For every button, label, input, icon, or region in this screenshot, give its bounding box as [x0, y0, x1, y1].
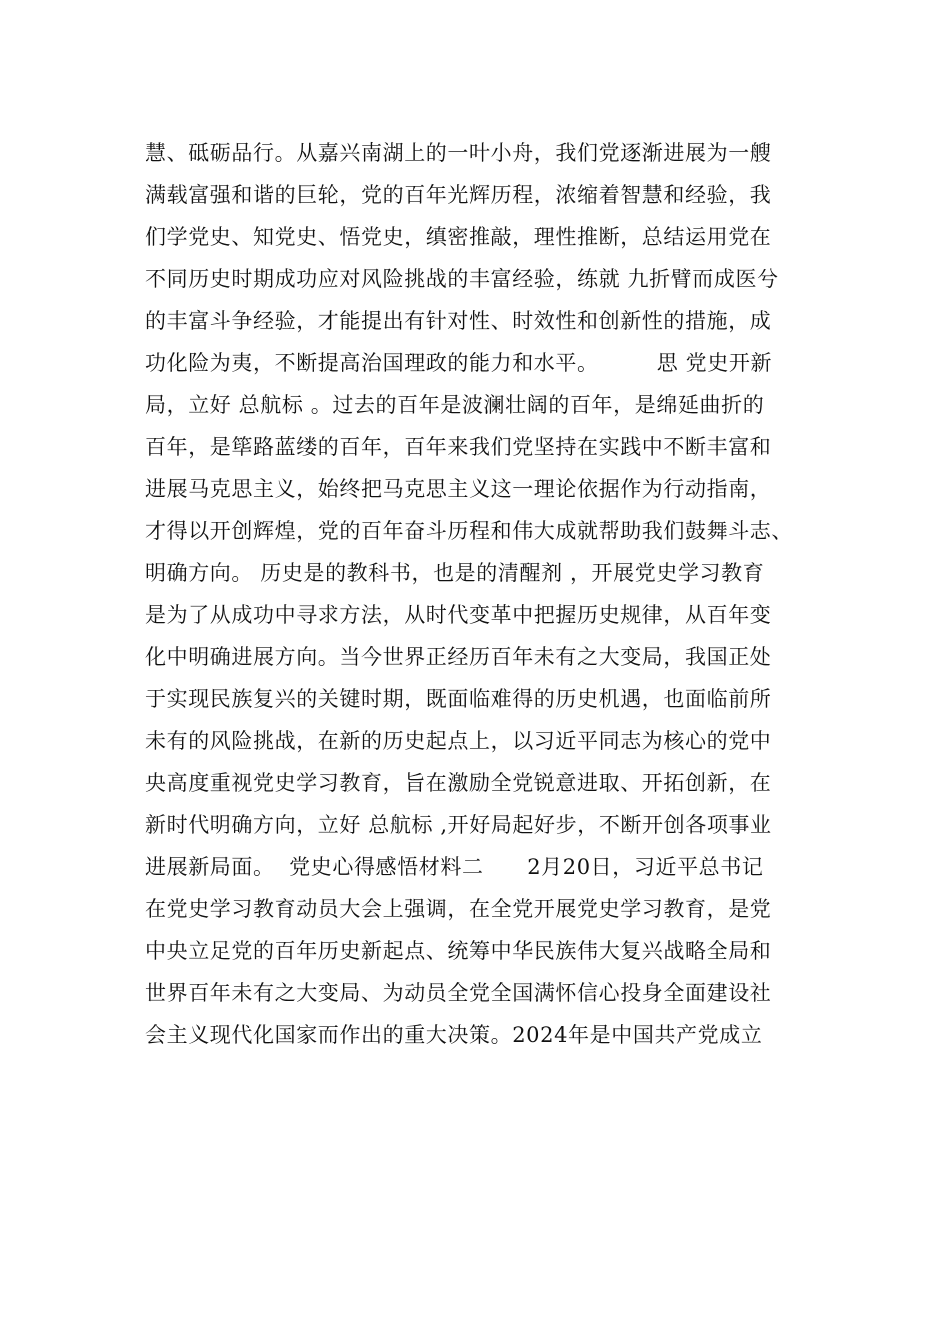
text-line: 化中明确进展方向。当今世界正经历百年未有之大变局，我国正处: [145, 645, 772, 669]
text-line: 中央立足党的百年历史新起点、统筹中华民族伟大复兴战略全局和: [145, 939, 772, 963]
text-line: 的丰富斗争经验，才能提出有针对性、时效性和创新性的措施，成: [145, 309, 772, 333]
text-line: 于实现民族复兴的关键时期，既面临难得的历史机遇，也面临前所: [145, 687, 772, 711]
text-line: 们学党史、知党史、悟党史，缜密推敲，理性推断，总结运用党在: [145, 225, 772, 249]
text-line: 进展马克思主义，始终把马克思主义这一理论依据作为行动指南，: [145, 477, 772, 501]
text-line: 新时代明确方向，立好 总航标 ,开好局起好步，不断开创各项事业: [145, 813, 772, 837]
body-text: [145, 132, 825, 1056]
text-line: 进展新局面。 党史心得感悟材料二 2月20日，习近平总书记: [145, 855, 764, 879]
text-line: 慧、砥砺品行。从嘉兴南湖上的一叶小舟，我们党逐渐进展为一艘: [145, 141, 772, 165]
text-line: 满载富强和谐的巨轮，党的百年光辉历程，浓缩着智慧和经验，我: [145, 183, 772, 207]
text-line: 百年，是筚路蓝缕的百年，百年来我们党坚持在实践中不断丰富和: [145, 435, 772, 459]
text-line: 央高度重视党史学习教育，旨在激励全党锐意进取、开拓创新，在: [145, 771, 772, 795]
text-line: 未有的风险挑战，在新的历史起点上，以习近平同志为核心的党中: [145, 729, 772, 753]
text-line: 在党史学习教育动员大会上强调，在全党开展党史学习教育，是党: [145, 897, 772, 921]
text-line: 局，立好 总航标 。过去的百年是波澜壮阔的百年，是绵延曲折的: [145, 393, 765, 417]
text-line: 明确方向。 历史是的教科书，也是的清醒剂 ，开展党史学习教育: [145, 561, 765, 585]
text-line: 功化险为夷，不断提高治国理政的能力和水平。 思 党史开新: [145, 351, 773, 375]
text-line: 不同历史时期成功应对风险挑战的丰富经验，练就 九折臂而成医兮: [145, 267, 779, 291]
text-line: 才得以开创辉煌，党的百年奋斗历程和伟大成就帮助我们鼓舞斗志、: [145, 519, 793, 543]
text-line: 是为了从成功中寻求方法，从时代变革中把握历史规律，从百年变: [145, 603, 772, 627]
text-line: 世界百年未有之大变局、为动员全党全国满怀信心投身全面建设社: [145, 981, 772, 1005]
text-line: 会主义现代化国家而作出的重大决策。2024年是中国共产党成立: [145, 1023, 763, 1047]
